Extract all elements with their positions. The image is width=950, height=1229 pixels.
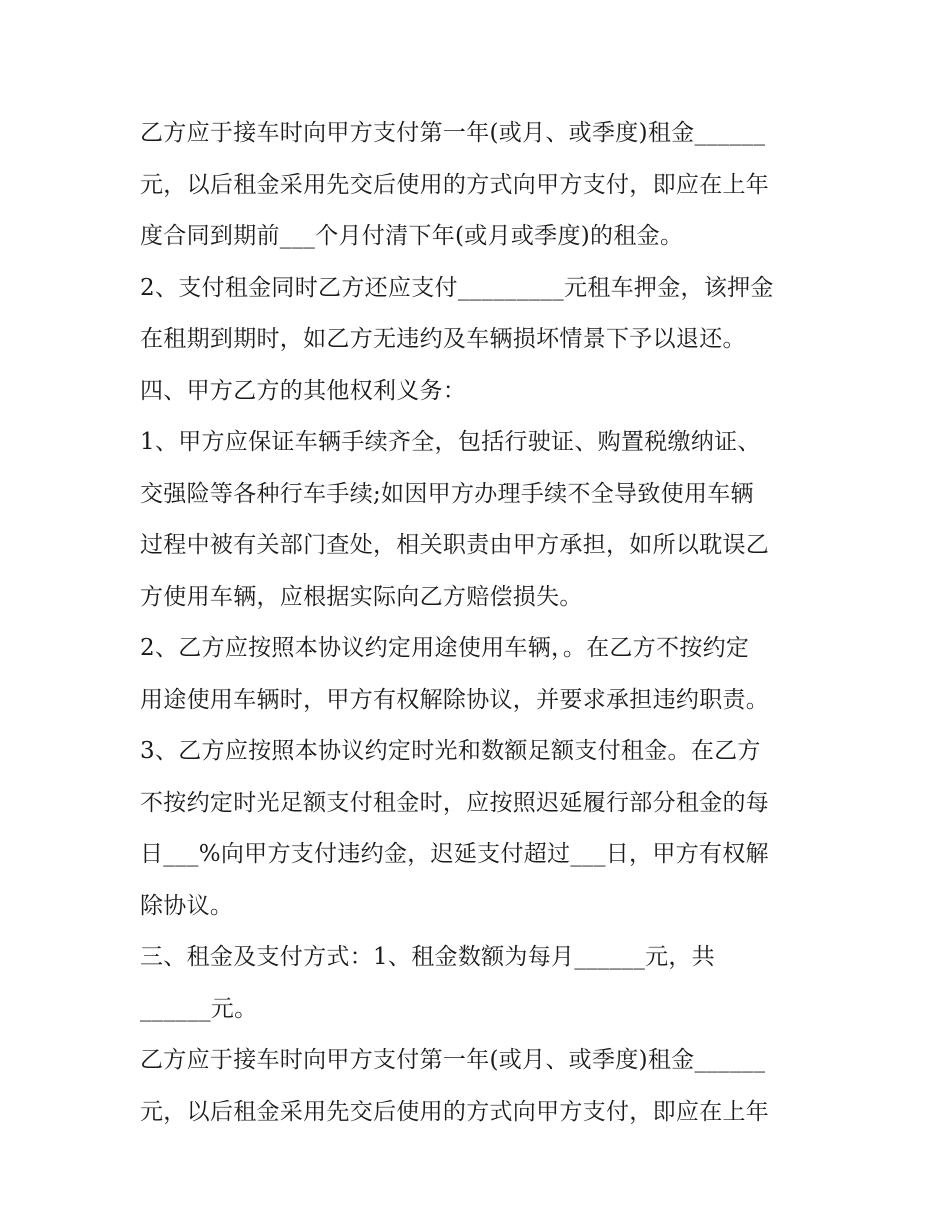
- text-line: 方使用车辆，应根据实际向乙方赔偿损失。: [140, 583, 583, 610]
- document-body: [140, 108, 830, 1138]
- text-line: 乙方应于接车时向甲方支付第一年(或月、或季度)租金______: [140, 1047, 766, 1073]
- text-line: 元，以后租金采用先交后使用的方式向甲方支付，即应在上年: [140, 171, 770, 198]
- text-line: 元，以后租金采用先交后使用的方式向甲方支付，即应在上年: [140, 1098, 770, 1125]
- text-line: 过程中被有关部门查处，相关职责由甲方承担，如所以耽误乙: [140, 532, 770, 558]
- text-line: 乙方应于接车时向甲方支付第一年(或月、或季度)租金______: [140, 120, 766, 146]
- text-line: 用途使用车辆时，甲方有权解除协议，并要求承担违约职责。: [140, 686, 770, 713]
- text-line: ______元。: [140, 995, 258, 1022]
- text-line: 交强险等各种行车手续;如因甲方办理手续不全导致使用车辆: [140, 480, 754, 507]
- text-line: 度合同到期前___个月付清下年(或月或季度)的租金。: [140, 223, 684, 249]
- section-heading: 四、甲方乙方的其他权利义务：: [140, 377, 467, 404]
- text-line: 除协议。: [140, 892, 234, 919]
- text-line: 1、甲方应保证车辆手续齐全，包括行驶证、购置税缴纳证、: [140, 429, 761, 455]
- text-line: 2、支付租金同时乙方还应支付_________元租车押金，该押金: [140, 274, 774, 301]
- text-line: 在租期到期时，如乙方无违约及车辆损坏情景下予以退还。: [140, 326, 746, 352]
- text-line: 3、乙方应按照本协议约定时光和数额足额支付租金。在乙方: [140, 738, 761, 764]
- text-line: 2、乙方应按照本协议约定用途使用车辆，。在乙方不按约定: [140, 635, 750, 661]
- text-line: 日___%向甲方支付违约金，迟延支付超过___日，甲方有权解: [140, 841, 769, 867]
- section-heading: 三、租金及支付方式：1、租金数额为每月______元，共: [140, 944, 716, 970]
- text-line: 不按约定时光足额支付租金时，应按照迟延履行部分租金的每: [140, 789, 770, 816]
